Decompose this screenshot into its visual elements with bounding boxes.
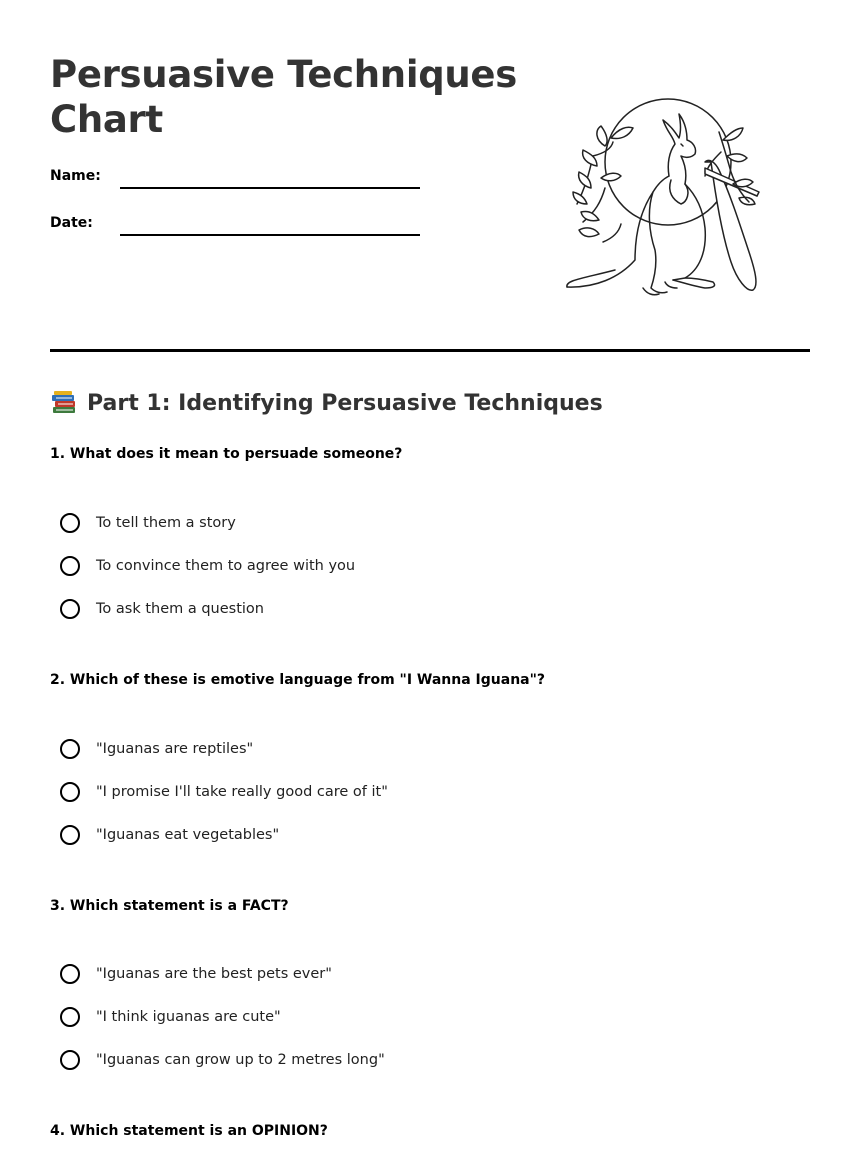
name-line[interactable] (120, 187, 420, 189)
question-3-option-2[interactable] (60, 1004, 281, 1030)
option-label: "Iguanas can grow up to 2 metres long" (96, 1052, 385, 1068)
radio-button[interactable] (60, 739, 80, 759)
option-label: "Iguanas are reptiles" (96, 741, 254, 757)
section-divider (50, 349, 810, 352)
option-label: "I think iguanas are cute" (96, 1009, 281, 1025)
radio-button[interactable] (60, 599, 80, 619)
question-1-option-3[interactable] (60, 596, 264, 622)
option-label: To convince them to agree with you (96, 558, 356, 574)
question-1: 1. What does it mean to persuade someone? (50, 446, 403, 462)
radio-button[interactable] (60, 513, 80, 533)
question-2-option-1[interactable] (60, 736, 253, 762)
question-1-option-1[interactable] (60, 510, 236, 536)
kangaroo-illustration (555, 92, 770, 307)
name-label: Name: (50, 168, 101, 184)
question-3-option-1[interactable] (60, 961, 332, 987)
radio-button[interactable] (60, 1050, 80, 1070)
name-field[interactable] (50, 164, 420, 194)
books-icon (50, 389, 78, 417)
page-title (50, 52, 517, 142)
option-label: To tell them a story (96, 515, 236, 531)
question-2-option-2[interactable] (60, 779, 388, 805)
question-1-option-2[interactable] (60, 553, 355, 579)
date-label: Date: (50, 215, 93, 231)
question-2-option-3[interactable] (60, 822, 279, 848)
question-2: 2. Which of these is emotive language from "I Wanna Iguana"? (50, 672, 546, 688)
radio-button[interactable] (60, 782, 80, 802)
question-3-option-3[interactable] (60, 1047, 385, 1073)
option-label: To ask them a question (96, 601, 264, 617)
radio-button[interactable] (60, 825, 80, 845)
date-line[interactable] (120, 234, 420, 236)
question-3: 3. Which statement is a FACT? (50, 898, 289, 914)
option-label: "Iguanas are the best pets ever" (96, 966, 332, 982)
page-title-line-1: Persuasive Techniques (50, 53, 517, 96)
part-1-heading-text: Part 1: Identifying Persuasive Techniques (87, 390, 603, 416)
page-title-line-2: Chart (50, 98, 163, 141)
option-label: "I promise I'll take really good care of it" (96, 784, 388, 800)
question-4: 4. Which statement is an OPINION? (50, 1123, 328, 1139)
date-field[interactable] (50, 211, 420, 241)
radio-button[interactable] (60, 556, 80, 576)
part-1-heading (50, 389, 603, 417)
option-label: "Iguanas eat vegetables" (96, 827, 280, 843)
radio-button[interactable] (60, 1007, 80, 1027)
radio-button[interactable] (60, 964, 80, 984)
